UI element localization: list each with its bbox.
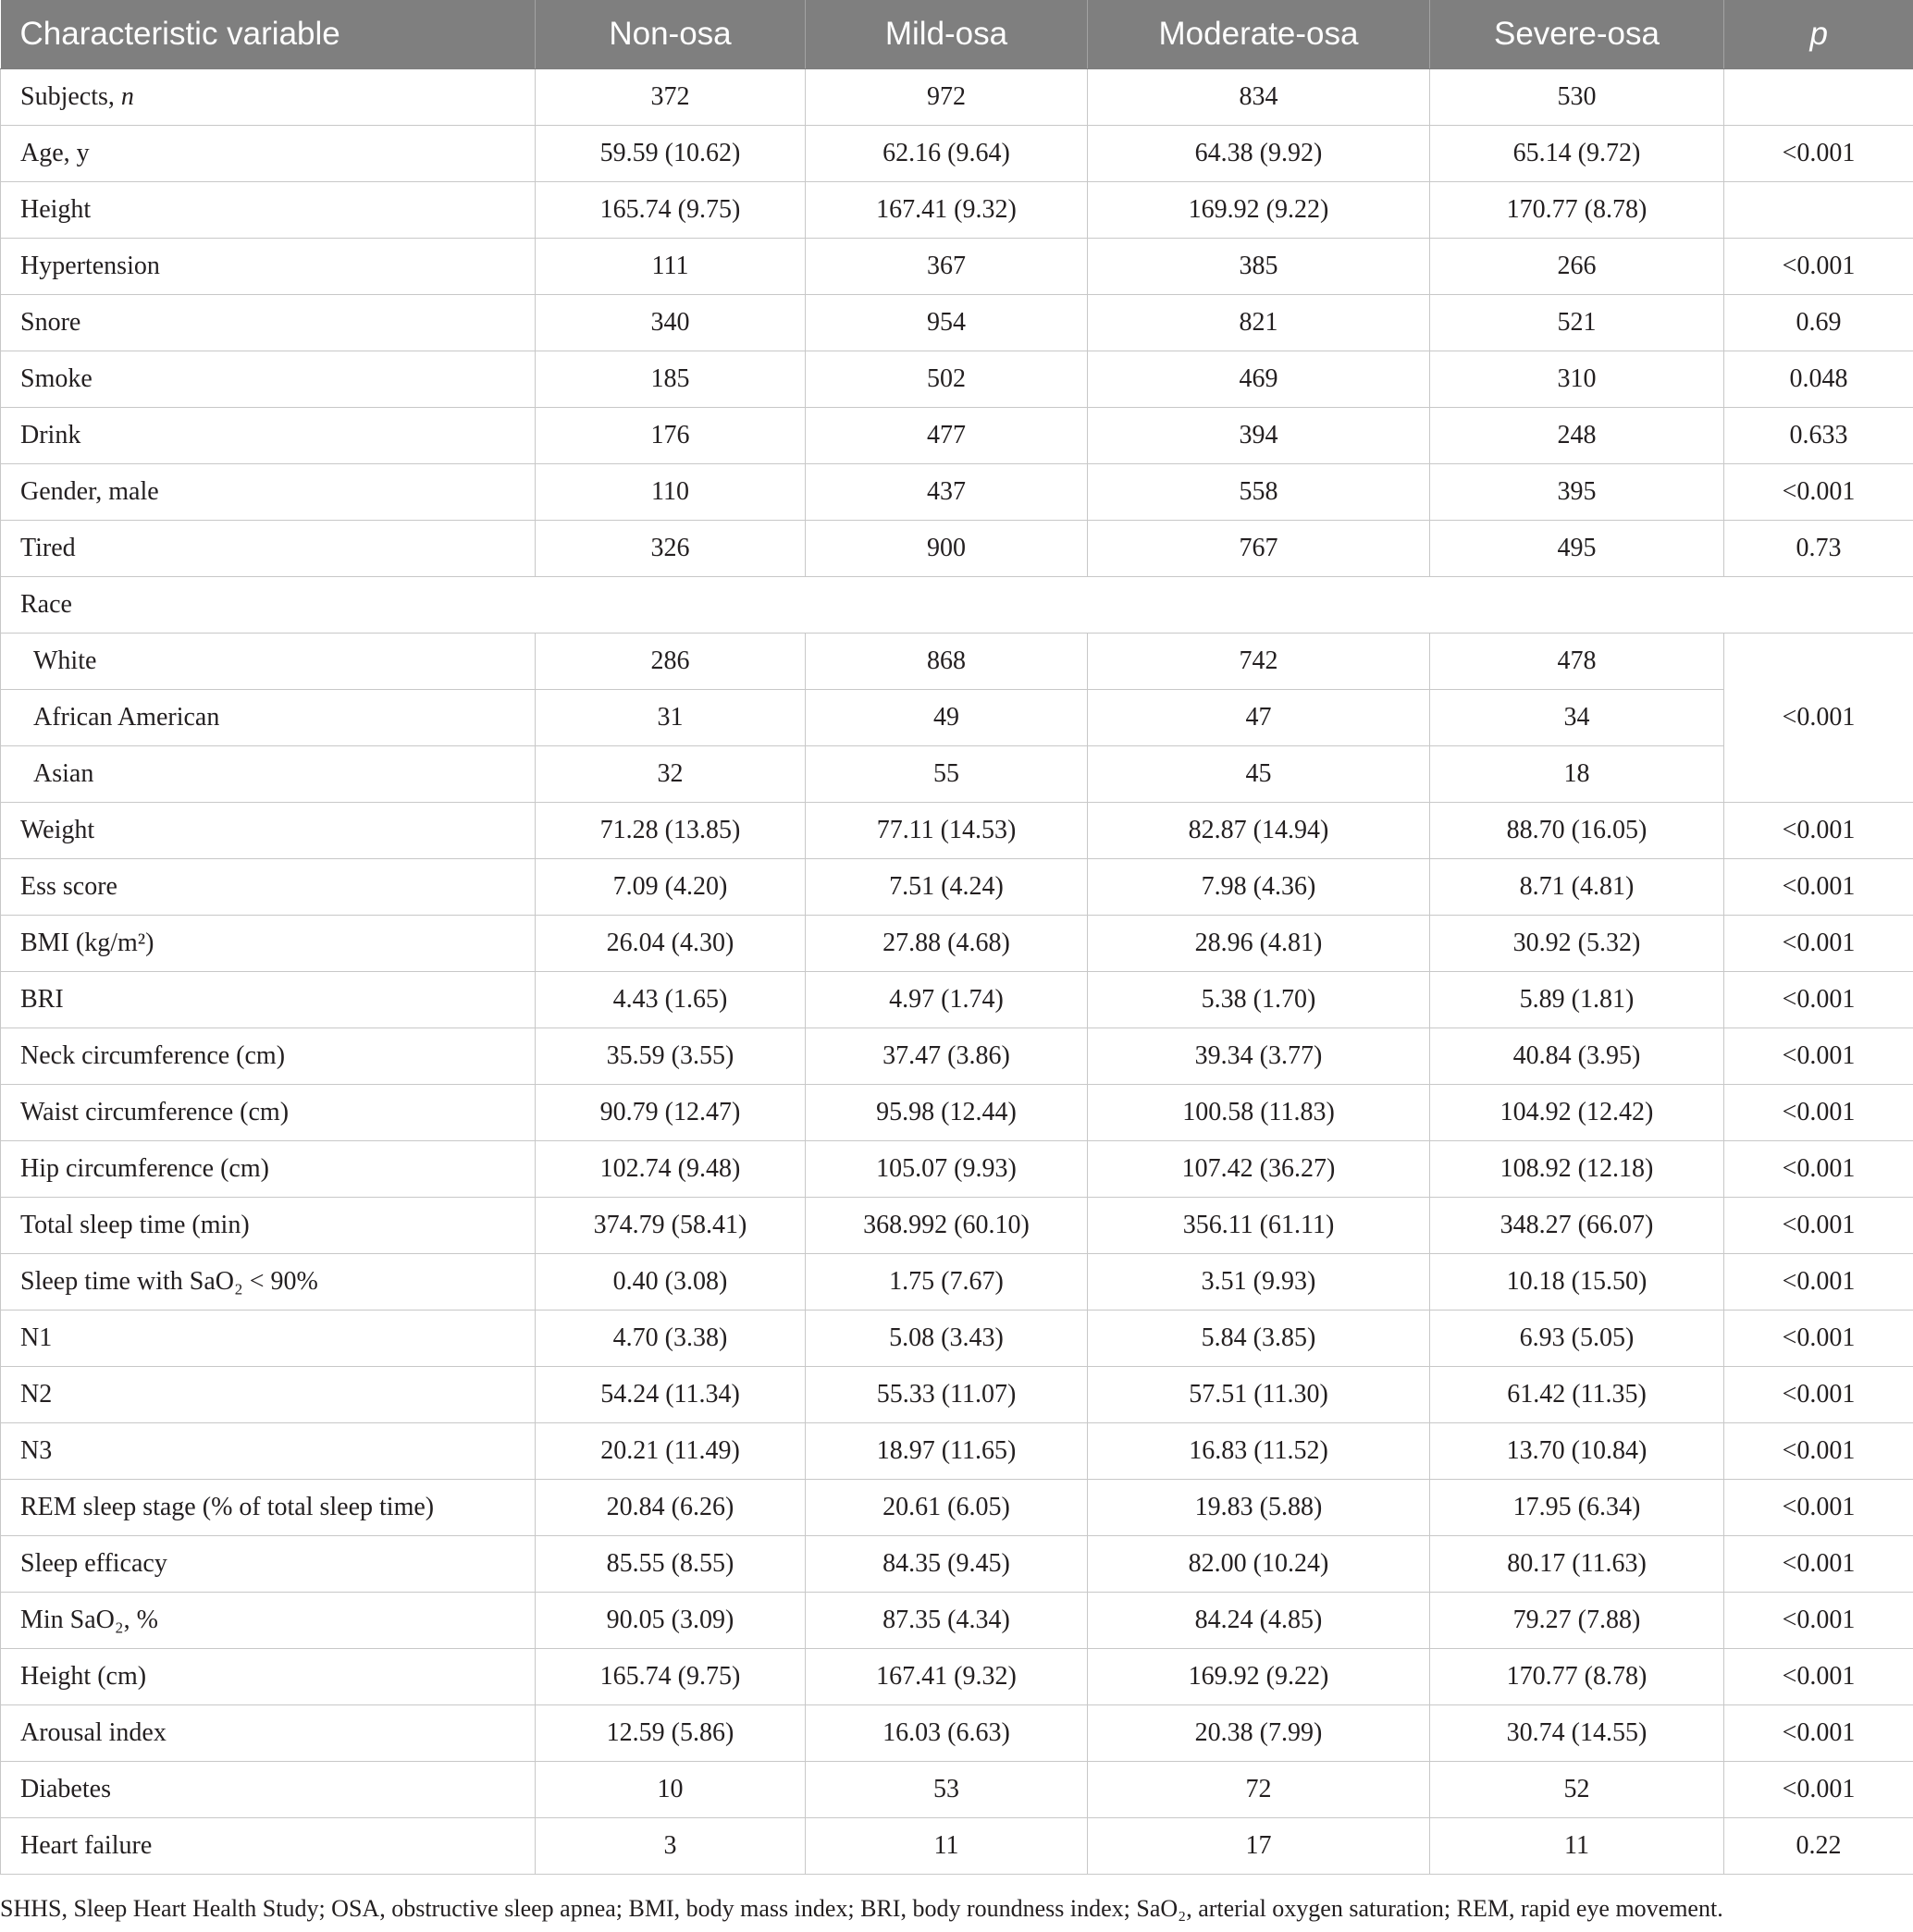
row-label-text: Hip circumference (cm) [20,1154,269,1183]
cell-mild-osa: 27.88 (4.68) [806,916,1088,972]
cell-non-osa: 4.70 (3.38) [536,1311,806,1367]
cell-severe-osa: 5.89 (1.81) [1430,972,1724,1028]
cell-p: <0.001 [1724,1254,1913,1311]
cell-moderate-osa: 169.92 (9.22) [1088,182,1430,239]
cell-non-osa: 286 [536,634,806,690]
cell-p: 0.633 [1724,408,1913,464]
cell-severe-osa: 34 [1430,690,1724,746]
cell-non-osa: 32 [536,746,806,803]
table-row [1,1705,1913,1762]
cell-non-osa: 165.74 (9.75) [536,1649,806,1705]
cell-mild-osa: 49 [806,690,1088,746]
cell-moderate-osa: 558 [1088,464,1430,521]
table-row [1,916,1913,972]
row-label [1,690,536,746]
cell-moderate-osa: 3.51 (9.93) [1088,1254,1430,1311]
cell-non-osa: 10 [536,1762,806,1818]
cell-p: <0.001 [1724,1198,1913,1254]
row-label-text: Tired [20,534,76,562]
cell-mild-osa: 37.47 (3.86) [806,1028,1088,1085]
cell-moderate-osa: 28.96 (4.81) [1088,916,1430,972]
table-body [1,69,1913,1875]
table-row [1,1028,1913,1085]
cell-moderate-osa: 57.51 (11.30) [1088,1367,1430,1423]
cell-moderate-osa: 82.00 (10.24) [1088,1536,1430,1593]
table-row [1,1198,1913,1254]
cell-mild-osa: 95.98 (12.44) [806,1085,1088,1141]
cell-p: <0.001 [1724,634,1913,803]
cell-severe-osa: 80.17 (11.63) [1430,1536,1724,1593]
row-label [1,972,536,1028]
cell-severe-osa: 170.77 (8.78) [1430,1649,1724,1705]
header-non-osa: Non-osa [536,0,806,69]
row-label [1,295,536,351]
header-p-value: p [1724,0,1913,69]
table-row [1,1254,1913,1311]
row-label-text: Snore [20,308,81,337]
row-label-text: Asian [33,759,94,788]
table-row [1,1141,1913,1198]
cell-moderate-osa: 5.84 (3.85) [1088,1311,1430,1367]
cell-severe-osa: 478 [1430,634,1724,690]
cell-non-osa: 20.84 (6.26) [536,1480,806,1536]
cell-non-osa: 185 [536,351,806,408]
row-label [1,746,536,803]
cell-mild-osa: 62.16 (9.64) [806,126,1088,182]
table-row [1,1367,1913,1423]
cell-p: 0.73 [1724,521,1913,577]
row-label-text: Age, y [20,139,90,167]
cell-severe-osa: 61.42 (11.35) [1430,1367,1724,1423]
row-label-text: BMI (kg/m²) [20,929,154,957]
cell-severe-osa: 52 [1430,1762,1724,1818]
cell-moderate-osa: 19.83 (5.88) [1088,1480,1430,1536]
row-label-text: N2 [20,1380,53,1409]
row-label-text: Waist circumference (cm) [20,1098,290,1126]
table-row [1,239,1913,295]
table-row [1,408,1913,464]
row-label-text: Diabetes [20,1775,111,1803]
row-label [1,1367,536,1423]
cell-non-osa: 35.59 (3.55) [536,1028,806,1085]
cell-severe-osa: 266 [1430,239,1724,295]
table-row [1,295,1913,351]
cell-p: <0.001 [1724,1028,1913,1085]
table-row [1,1649,1913,1705]
cell-p [1724,69,1913,126]
table-row [1,1423,1913,1480]
table-row [1,972,1913,1028]
row-label [1,1649,536,1705]
cell-moderate-osa: 356.11 (61.11) [1088,1198,1430,1254]
cell-p: <0.001 [1724,239,1913,295]
cell-severe-osa: 248 [1430,408,1724,464]
table-row [1,1085,1913,1141]
row-label [1,69,536,126]
header-mild-osa: Mild-osa [806,0,1088,69]
cell-severe-osa: 495 [1430,521,1724,577]
cell-severe-osa: 170.77 (8.78) [1430,182,1724,239]
cell-mild-osa: 868 [806,634,1088,690]
cell-non-osa: 26.04 (4.30) [536,916,806,972]
cell-mild-osa: 77.11 (14.53) [806,803,1088,859]
row-label-text: Drink [20,421,81,449]
cell-severe-osa: 18 [1430,746,1724,803]
table-row [1,1311,1913,1367]
cell-severe-osa: 65.14 (9.72) [1430,126,1724,182]
cell-mild-osa: 4.97 (1.74) [806,972,1088,1028]
cell-non-osa: 7.09 (4.20) [536,859,806,916]
cell-mild-osa: 84.35 (9.45) [806,1536,1088,1593]
row-label [1,521,536,577]
cell-severe-osa: 17.95 (6.34) [1430,1480,1724,1536]
cell-p: <0.001 [1724,126,1913,182]
cell-moderate-osa: 107.42 (36.27) [1088,1141,1430,1198]
row-label [1,1536,536,1593]
cell-moderate-osa: 394 [1088,408,1430,464]
header-severe-osa: Severe-osa [1430,0,1724,69]
row-label-text: Gender, male [20,477,159,506]
table-row [1,1593,1913,1649]
cell-severe-osa: 40.84 (3.95) [1430,1028,1724,1085]
row-label-text: Smoke [20,364,93,393]
cell-mild-osa: 55.33 (11.07) [806,1367,1088,1423]
cell-moderate-osa: 72 [1088,1762,1430,1818]
cell-p: <0.001 [1724,1705,1913,1762]
cell-moderate-osa: 385 [1088,239,1430,295]
cell-mild-osa: 11 [806,1818,1088,1875]
cell-moderate-osa: 169.92 (9.22) [1088,1649,1430,1705]
cell-moderate-osa: 82.87 (14.94) [1088,803,1430,859]
cell-p: <0.001 [1724,916,1913,972]
row-label-text: BRI [20,985,64,1014]
cell-severe-osa: 6.93 (5.05) [1430,1311,1724,1367]
cell-severe-osa: 521 [1430,295,1724,351]
cell-moderate-osa: 767 [1088,521,1430,577]
row-label [1,803,536,859]
cell-p [1724,182,1913,239]
row-label [1,859,536,916]
row-label-text: Min SaO₂, % [20,1606,158,1634]
cell-mild-osa: 87.35 (4.34) [806,1593,1088,1649]
row-label [1,1141,536,1198]
cell-severe-osa: 395 [1430,464,1724,521]
row-label-text: Ess score [20,872,117,901]
cell-moderate-osa: 469 [1088,351,1430,408]
cell-mild-osa: 5.08 (3.43) [806,1311,1088,1367]
cell-non-osa: 0.40 (3.08) [536,1254,806,1311]
cell-non-osa: 372 [536,69,806,126]
row-label [1,1705,536,1762]
table-row [1,126,1913,182]
row-label-text: Heart failure [20,1831,153,1860]
cell-mild-osa: 502 [806,351,1088,408]
cell-mild-osa: 20.61 (6.05) [806,1480,1088,1536]
cell-moderate-osa: 39.34 (3.77) [1088,1028,1430,1085]
row-label-text: Arousal index [20,1718,167,1747]
cell-p: <0.001 [1724,1536,1913,1593]
cell-mild-osa: 16.03 (6.63) [806,1705,1088,1762]
cell-mild-osa: 167.41 (9.32) [806,182,1088,239]
cell-non-osa: 102.74 (9.48) [536,1141,806,1198]
row-label [1,634,536,690]
row-label [1,1311,536,1367]
row-label-text: Height (cm) [20,1662,147,1691]
row-label [1,1762,536,1818]
table-row [1,634,1913,690]
cell-non-osa: 85.55 (8.55) [536,1536,806,1593]
row-label-italic: n [120,82,134,111]
row-label [1,408,536,464]
cell-severe-osa: 13.70 (10.84) [1430,1423,1724,1480]
cell-p: <0.001 [1724,1423,1913,1480]
row-label-text: REM sleep stage (% of total sleep time) [20,1493,435,1521]
cell-mild-osa: 105.07 (9.93) [806,1141,1088,1198]
cell-non-osa: 59.59 (10.62) [536,126,806,182]
cell-moderate-osa: 5.38 (1.70) [1088,972,1430,1028]
row-label [1,351,536,408]
cell-mild-osa: 1.75 (7.67) [806,1254,1088,1311]
row-label [1,1028,536,1085]
cell-p: 0.69 [1724,295,1913,351]
header-characteristic-variable: Characteristic variable [1,0,536,69]
table-row [1,1536,1913,1593]
cell-moderate-osa: 64.38 (9.92) [1088,126,1430,182]
table-row [1,1762,1913,1818]
row-label [1,1480,536,1536]
cell-severe-osa: 79.27 (7.88) [1430,1593,1724,1649]
cell-moderate-osa: 821 [1088,295,1430,351]
cell-non-osa: 374.79 (58.41) [536,1198,806,1254]
cell-p: 0.048 [1724,351,1913,408]
row-label [1,1423,536,1480]
cell-severe-osa: 108.92 (12.18) [1430,1141,1724,1198]
row-label-text: Hypertension [20,252,160,280]
row-label [1,1593,536,1649]
row-label-text: Sleep efficacy [20,1549,167,1578]
row-label [1,182,536,239]
cell-non-osa: 90.79 (12.47) [536,1085,806,1141]
row-label-text: Subjects, [20,82,121,111]
cell-mild-osa: 900 [806,521,1088,577]
row-label-text: Height [20,195,92,224]
row-label-text: African American [33,703,220,732]
cell-mild-osa: 972 [806,69,1088,126]
cell-severe-osa: 8.71 (4.81) [1430,859,1724,916]
cell-p: <0.001 [1724,803,1913,859]
row-label [1,1198,536,1254]
table-row [1,690,1913,746]
cell-moderate-osa: 47 [1088,690,1430,746]
table-row [1,859,1913,916]
table-row [1,1480,1913,1536]
cell-non-osa: 3 [536,1818,806,1875]
cell-non-osa: 165.74 (9.75) [536,182,806,239]
row-label [1,1818,536,1875]
table-row [1,464,1913,521]
table-row [1,182,1913,239]
header-row [1,0,1913,69]
cell-p: <0.001 [1724,1141,1913,1198]
cell-moderate-osa: 17 [1088,1818,1430,1875]
cell-p: 0.22 [1724,1818,1913,1875]
cell-non-osa: 20.21 (11.49) [536,1423,806,1480]
row-label-text: White [33,646,97,675]
cell-mild-osa: 477 [806,408,1088,464]
row-label [1,239,536,295]
row-label-text: N3 [20,1436,53,1465]
cell-mild-osa: 18.97 (11.65) [806,1423,1088,1480]
header-moderate-osa: Moderate-osa [1088,0,1430,69]
cell-severe-osa: 10.18 (15.50) [1430,1254,1724,1311]
cell-non-osa: 71.28 (13.85) [536,803,806,859]
cell-non-osa: 90.05 (3.09) [536,1593,806,1649]
cell-severe-osa: 30.74 (14.55) [1430,1705,1724,1762]
cell-mild-osa: 437 [806,464,1088,521]
cell-p: <0.001 [1724,1480,1913,1536]
cell-mild-osa: 53 [806,1762,1088,1818]
cell-moderate-osa: 7.98 (4.36) [1088,859,1430,916]
cell-mild-osa: 367 [806,239,1088,295]
row-label [1,916,536,972]
cell-p: <0.001 [1724,1762,1913,1818]
cell-moderate-osa: 45 [1088,746,1430,803]
cell-mild-osa: 55 [806,746,1088,803]
table-row [1,69,1913,126]
cell-p: <0.001 [1724,1311,1913,1367]
cell-non-osa: 54.24 (11.34) [536,1367,806,1423]
cell-moderate-osa: 84.24 (4.85) [1088,1593,1430,1649]
table-row [1,521,1913,577]
cell-non-osa: 31 [536,690,806,746]
cell-non-osa: 4.43 (1.65) [536,972,806,1028]
row-label-text: Neck circumference (cm) [20,1041,286,1070]
cell-p: <0.001 [1724,1085,1913,1141]
cell-mild-osa: 954 [806,295,1088,351]
cell-mild-osa: 167.41 (9.32) [806,1649,1088,1705]
cell-moderate-osa: 834 [1088,69,1430,126]
cell-severe-osa: 30.92 (5.32) [1430,916,1724,972]
cell-non-osa: 340 [536,295,806,351]
cell-moderate-osa: 742 [1088,634,1430,690]
cell-moderate-osa: 100.58 (11.83) [1088,1085,1430,1141]
cell-moderate-osa: 16.83 (11.52) [1088,1423,1430,1480]
cell-severe-osa: 310 [1430,351,1724,408]
cell-p: <0.001 [1724,1593,1913,1649]
table-row-group [1,577,1913,634]
row-label-text: N1 [20,1323,53,1352]
cell-non-osa: 12.59 (5.86) [536,1705,806,1762]
row-label-text: Weight [20,816,95,844]
cell-p: <0.001 [1724,1367,1913,1423]
cell-p: <0.001 [1724,464,1913,521]
row-label [1,464,536,521]
cell-p: <0.001 [1724,972,1913,1028]
cell-severe-osa: 104.92 (12.42) [1430,1085,1724,1141]
row-label-text: Sleep time with SaO₂ < 90% [20,1267,318,1296]
table-header [1,0,1913,69]
cell-mild-osa: 7.51 (4.24) [806,859,1088,916]
cell-severe-osa: 348.27 (66.07) [1430,1198,1724,1254]
cell-p: <0.001 [1724,1649,1913,1705]
cell-non-osa: 326 [536,521,806,577]
table-row [1,351,1913,408]
cell-severe-osa: 88.70 (16.05) [1430,803,1724,859]
table-row [1,1818,1913,1875]
cell-severe-osa: 11 [1430,1818,1724,1875]
table-row [1,803,1913,859]
row-label [1,126,536,182]
cell-moderate-osa: 20.38 (7.99) [1088,1705,1430,1762]
cell-non-osa: 110 [536,464,806,521]
cell-severe-osa: 530 [1430,69,1724,126]
cell-mild-osa: 368.992 (60.10) [806,1198,1088,1254]
cell-p: <0.001 [1724,859,1913,916]
row-label [1,1254,536,1311]
table-footnote: SHHS, Sleep Heart Health Study; OSA, obstructive sleep apnea; BMI, body mass index; BRI, body roundness index; SaO₂, arterial oxygen saturation; REM, rapid eye movement. [0,1895,1723,1922]
row-label-text: Total sleep time (min) [20,1211,250,1239]
row-group-label: Race [1,577,1913,634]
cell-non-osa: 176 [536,408,806,464]
cell-non-osa: 111 [536,239,806,295]
row-label [1,1085,536,1141]
table-row [1,746,1913,803]
